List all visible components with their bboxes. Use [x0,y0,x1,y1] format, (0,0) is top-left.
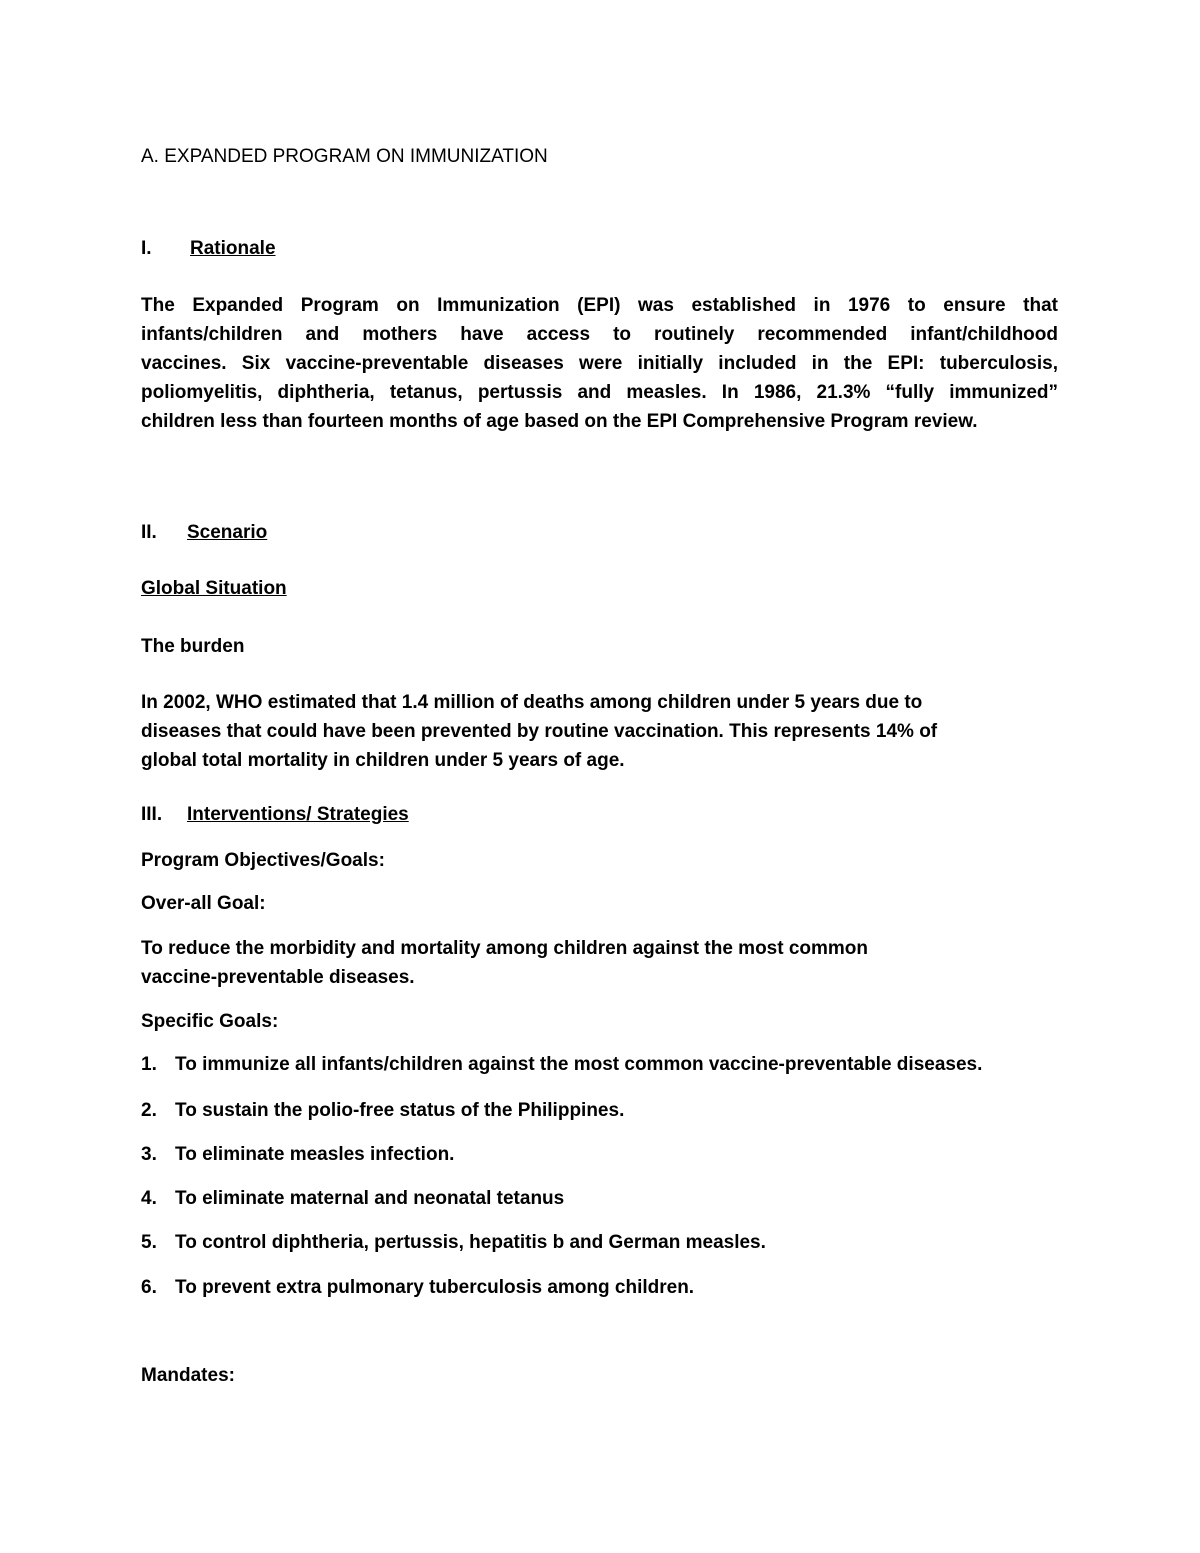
specific-goals-label: Specific Goals: [141,1011,279,1032]
list-item-text: To eliminate measles infection. [175,1144,455,1165]
list-item [141,1050,982,1079]
list-item [141,1184,564,1213]
paragraph-line: children less than fourteen months of age based on the EPI Comprehensive Program review. [141,411,978,432]
list-item-text: To eliminate maternal and neonatal tetanus [175,1188,565,1209]
burden-label: The burden [141,636,245,657]
list-item [141,1096,624,1125]
subheading-global-situation: Global Situation [141,578,287,599]
section-number: I. [141,238,152,259]
paragraph-line: vaccine-preventable diseases. [141,967,415,988]
list-item-number: 6. [141,1277,157,1298]
section-title: Scenario [187,522,268,543]
list-item-number: 2. [141,1100,157,1121]
paragraph-line: global total mortality in children under 5 years of age. [141,750,625,771]
paragraph-line: poliomyelitis, diphtheria, tetanus, pertussis and measles. In 1986, 21.3% “fully immunized” [141,382,1058,403]
section-heading-interventions [141,800,409,829]
section-heading-rationale [141,234,276,263]
list-item-text: To immunize all infants/children against the most common vaccine-preventable diseases. [175,1054,983,1075]
list-item-number: 4. [141,1188,157,1209]
section-number: III. [141,804,163,825]
list-item-number: 3. [141,1144,157,1165]
section-title: Rationale [190,238,276,259]
list-item-number: 1. [141,1054,157,1075]
section-number: II. [141,522,157,543]
overall-goal-paragraph [141,934,868,992]
list-item [141,1228,766,1257]
section-heading-scenario [141,518,267,547]
mandates-label: Mandates: [141,1365,235,1386]
rationale-paragraph [141,291,1058,436]
document-title: A. EXPANDED PROGRAM ON IMMUNIZATION [141,146,548,167]
overall-goal-label: Over-all Goal: [141,893,266,914]
paragraph-line: vaccines. Six vaccine-preventable diseases were initially included in the EPI: tuberculosis, [141,353,1058,374]
scenario-paragraph [141,688,937,775]
list-item-text: To sustain the polio-free status of the Philippines. [175,1100,625,1121]
list-item [141,1273,694,1302]
paragraph-line: The Expanded Program on Immunization (EPI) was established in 1976 to ensure that [141,295,1058,316]
list-item-text: To control diphtheria, pertussis, hepatitis b and German measles. [175,1232,766,1253]
paragraph-line: diseases that could have been prevented by routine vaccination. This represents 14% of [141,721,938,742]
paragraph-line: To reduce the morbidity and mortality among children against the most common [141,938,869,959]
paragraph-line: infants/children and mothers have access to routinely recommended infant/childhood [141,324,1058,345]
list-item-number: 5. [141,1232,157,1253]
list-item [141,1140,454,1169]
section-title: Interventions/ Strategies [187,804,409,825]
objectives-label: Program Objectives/Goals: [141,850,385,871]
paragraph-line: In 2002, WHO estimated that 1.4 million of deaths among children under 5 years due to [141,692,923,713]
list-item-text: To prevent extra pulmonary tuberculosis among children. [175,1277,695,1298]
